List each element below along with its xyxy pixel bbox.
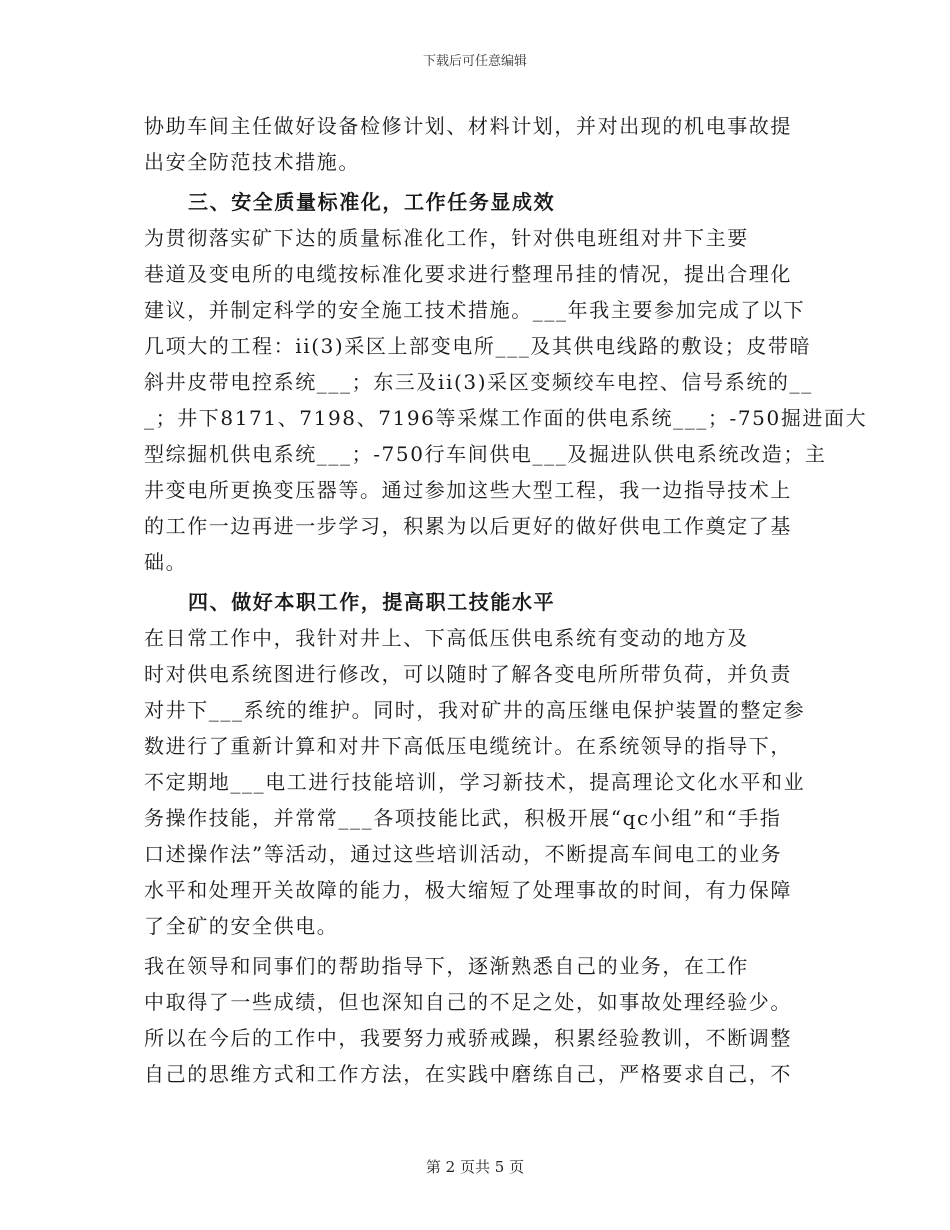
body-line: 口述操作法”等活动，通过这些培训活动，不断提高车间电工的业务	[144, 842, 783, 866]
section-heading-4: 四、做好本职工作，提高职工技能水平	[188, 590, 556, 614]
body-line: 础。	[144, 550, 188, 574]
body-line: 了全矿的安全供电。	[144, 914, 339, 938]
body-line: 务操作技能，并常常___各项技能比武，积极开展“qc小组”和“手指	[144, 806, 782, 830]
body-line: _；井下8171、7198、7196等采煤工作面的供电系统___；-750掘进面大	[144, 406, 868, 430]
body-line: 所以在今后的工作中，我要努力戒骄戒躁，积累经验教训，不断调整	[144, 1026, 792, 1050]
body-line: 水平和处理开关故障的能力，极大缩短了处理事故的时间，有力保障	[144, 878, 792, 902]
body-line: 对井下___系统的维护。同时，我对矿井的高压继电保护装置的整定参	[144, 698, 806, 722]
body-line: 为贯彻落实矿下达的质量标准化工作，针对供电班组对井下主要	[144, 226, 749, 250]
body-line: 时对供电系统图进行修改，可以随时了解各变电所所带负荷，并负责	[144, 662, 792, 686]
body-line: 中取得了一些成绩，但也深知自己的不足之处，如事故处理经验少。	[144, 990, 792, 1014]
body-line: 几项大的工程：ii(3)采区上部变电所___及其供电线路的敷设；皮带暗	[144, 334, 812, 358]
body-line: 出安全防范技术措施。	[144, 150, 360, 174]
body-line: 我在领导和同事们的帮助指导下，逐渐熟悉自己的业务，在工作	[144, 954, 749, 978]
body-line: 不定期地___电工进行技能培训，学习新技术，提高理论文化水平和业	[144, 770, 806, 794]
body-line: 在日常工作中，我针对井上、下高低压供电系统有变动的地方及	[144, 626, 749, 650]
page-header: 下载后可任意编辑	[422, 54, 527, 69]
body-line: 斜井皮带电控系统___；东三及ii(3)采区变频绞车电控、信号系统的__	[144, 370, 813, 394]
document-body	[144, 108, 868, 1092]
page-footer: 第 2 页共 5 页	[425, 1158, 525, 1176]
body-line: 数进行了重新计算和对井下高低压电缆统计。在系统领导的指导下，	[144, 734, 792, 758]
body-line: 的工作一边再进一步学习，积累为以后更好的做好供电工作奠定了基	[144, 514, 792, 538]
section-heading-3: 三、安全质量标准化，工作任务显成效	[188, 190, 556, 214]
body-line: 型综掘机供电系统___；-750行车间供电___及掘进队供电系统改造；主	[144, 442, 827, 466]
body-line: 巷道及变电所的电缆按标准化要求进行整理吊挂的情况，提出合理化	[144, 262, 792, 286]
body-line: 井变电所更换变压器等。通过参加这些大型工程，我一边指导技术上	[144, 478, 792, 502]
body-line: 协助车间主任做好设备检修计划、材料计划，并对出现的机电事故提	[144, 114, 792, 138]
body-line: 建议，并制定科学的安全施工技术措施。___年我主要参加完成了以下	[144, 298, 806, 322]
body-line: 自己的思维方式和工作方法，在实践中磨练自己，严格要求自己，不	[144, 1062, 792, 1086]
